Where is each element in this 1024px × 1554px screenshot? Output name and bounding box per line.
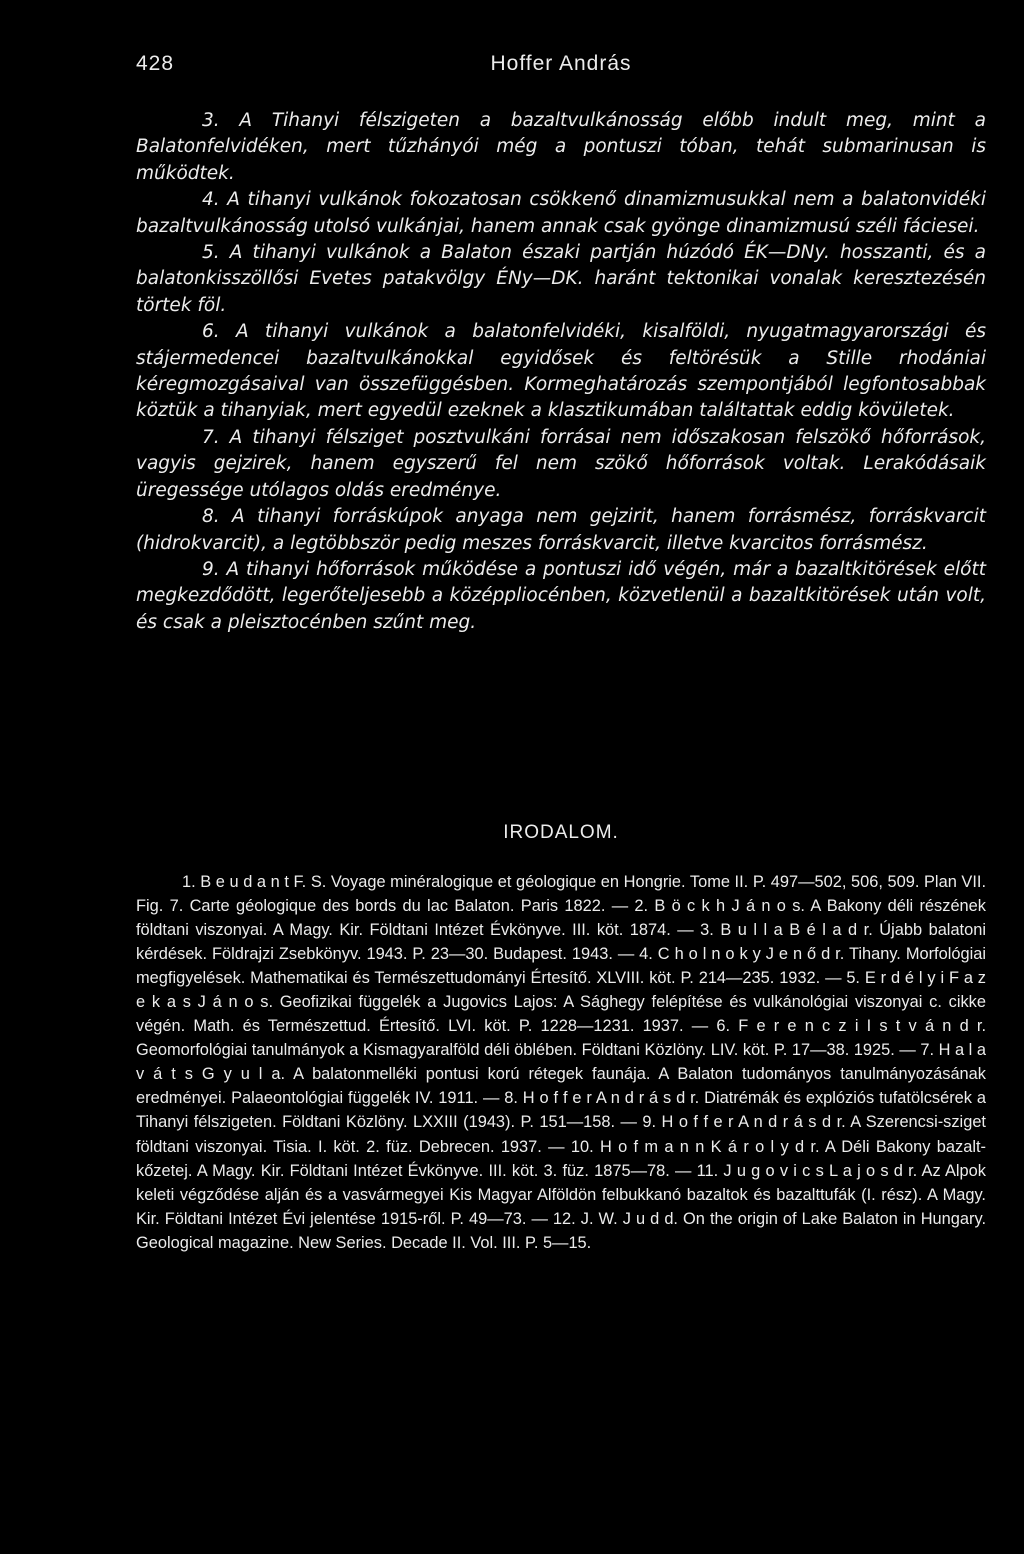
running-head: Hoffer András — [490, 52, 632, 75]
conclusion-paragraph: 3. A Tihanyi félszigeten a bazaltvulkánosság előbb indult meg, mint a Balatonfelvidéken, mert tűzhányói még a pontuszi tóban, tehát submarinusan is működtek. — [136, 110, 986, 184]
conclusion-paragraph: 5. A tihanyi vulkánok a Balaton északi partján húzódó ÉK—DNy. hosszanti, és a balatonkisszöllősi Evetes patakvölgy ÉNy—DK. haránt tektonikai vonalak keresztezésén törtek föl. — [136, 242, 986, 316]
references-heading: IRODALOM. — [503, 822, 619, 843]
conclusions-list — [136, 108, 986, 636]
references-list: 1. B e u d a n t F. S. Voyage minéralogique et géologique en Hongrie. Tome II. P. 497—502, 506, 509. Plan VII. Fig. 7. Carte géologique des bords du lac Balaton. Paris 1822. — 2. B ö c k h J á n o s. A Bakony déli részének földtani viszonyai. A Magy. Kir. Földtani Intézet Évkönyve. III. köt. 1874. — 3. B u l l a B é l a d r. Újabb balatoni kérdések. Földrajzi Zsebkönyv. 1943. P. 23—30. Budapest. 1943. — 4. C h o l n o k y J e n ő d r. Tihany. Morfológiai megfigyelések. Mathematikai és Természettudományi Értesítő. XLVIII. köt. P. 214—235. 1932. — 5. E r d é l y i F a z e k a s J á n o s. Geofizikai függelék a Jugovics Lajos: A Sághegy felépítése és vulkánológiai viszonyai c. cikke végén. Math. és Természettud. Értesítő. LVI. köt. P. 1228—1231. 1937. — 6. F e r e n c z i I s t v á n d r. Geomorfológiai tanulmányok a Kismagyaralföld déli öblében. Földtani Közlöny. LIV. köt. P. 17—38. 1925. — 7. H a l a v á t s G y u l a. A balatonmelléki pontusi korú rétegek faunája. A Balaton tudományos tanulmányozásának eredményei. Palaeontológiai függelék IV. 1911. — 8. H o f f e r A n d r á s d r. Diatrémák és explóziós tufatölcsérek a Tihanyi félszigeten. Földtani Közlöny. LXXIII (1943). P. 151—158. — 9. H o f f e r A n d r á s d r. A Szerencsi-sziget földtani viszonyai. Tisia. I. köt. 2. füz. Debrecen. 1937. — 10. H o f m a n n K á r o l y d r. A Déli Bakony bazalt-kőzetej. A Magy. Kir. Földtani Intézet Évkönyve. III. köt. 3. füz. 1875—78. — 11. J u g o v i c s L a j o s d r. Az Alpok keleti végződése alján és a vasvármegyei Kis Magyar Alföldön felbukkanó bazaltok és bazalttufák (I. rész). A Magy. Kir. Földtani Intézet Évi jelentése 1915-ről. P. 49—73. — 12. J. W. J u d d. On the origin of Lake Balaton in Hungary. Geological magazine. New Series. Decade II. Vol. III. P. 5—15. — [136, 873, 986, 1252]
conclusion-paragraph: 8. A tihanyi forráskúpok anyaga nem gejzirit, hanem forrásmész, forráskvarcit (hidrokvarcit), a legtöbbször pedig meszes forráskvarcit, illetve kvarcitos forrásmész. — [136, 506, 986, 554]
page-number: 428 — [136, 52, 175, 75]
conclusion-paragraph: 9. A tihanyi hőforrások működése a pontuszi idő végén, már a bazaltkitörések előtt megkezdődött, legerőteljesebb a középpliocénben, közvetlenül a bazaltkitörések után volt, és csak a pleisztocénben szűnt meg. — [136, 558, 986, 633]
conclusion-paragraph: 4. A tihanyi vulkánok fokozatosan csökkenő dinamizmusukkal nem a balatonvidéki bazaltvulkánosság utolsó vulkánjai, hanem annak csak gyönge dinamizmusú széli fáciesei. — [136, 189, 986, 237]
page-header — [136, 52, 986, 86]
conclusion-paragraph: 6. A tihanyi vulkánok a balatonfelvidéki, kisalföldi, nyugatmagyarországi és stájermedencei bazaltvulkánokkal egyidősek és feltörésük a Stille rhodániai kéregmozgásaival van összefüggésben. Kormeghatározás szempontjából legfontosabbak köztük a tihanyiak, mert egyedül ezeknek a klasztikumában találtattak eddig kövületek. — [136, 321, 986, 422]
conclusion-paragraph: 7. A tihanyi félsziget posztvulkáni forrásai nem időszakosan felszökő hőforrások, vagyis gejzirek, hanem egyszerű fel nem szökő hőforrások voltak. Lerakódásaik üregessége utólagos oldás eredménye. — [136, 426, 986, 501]
